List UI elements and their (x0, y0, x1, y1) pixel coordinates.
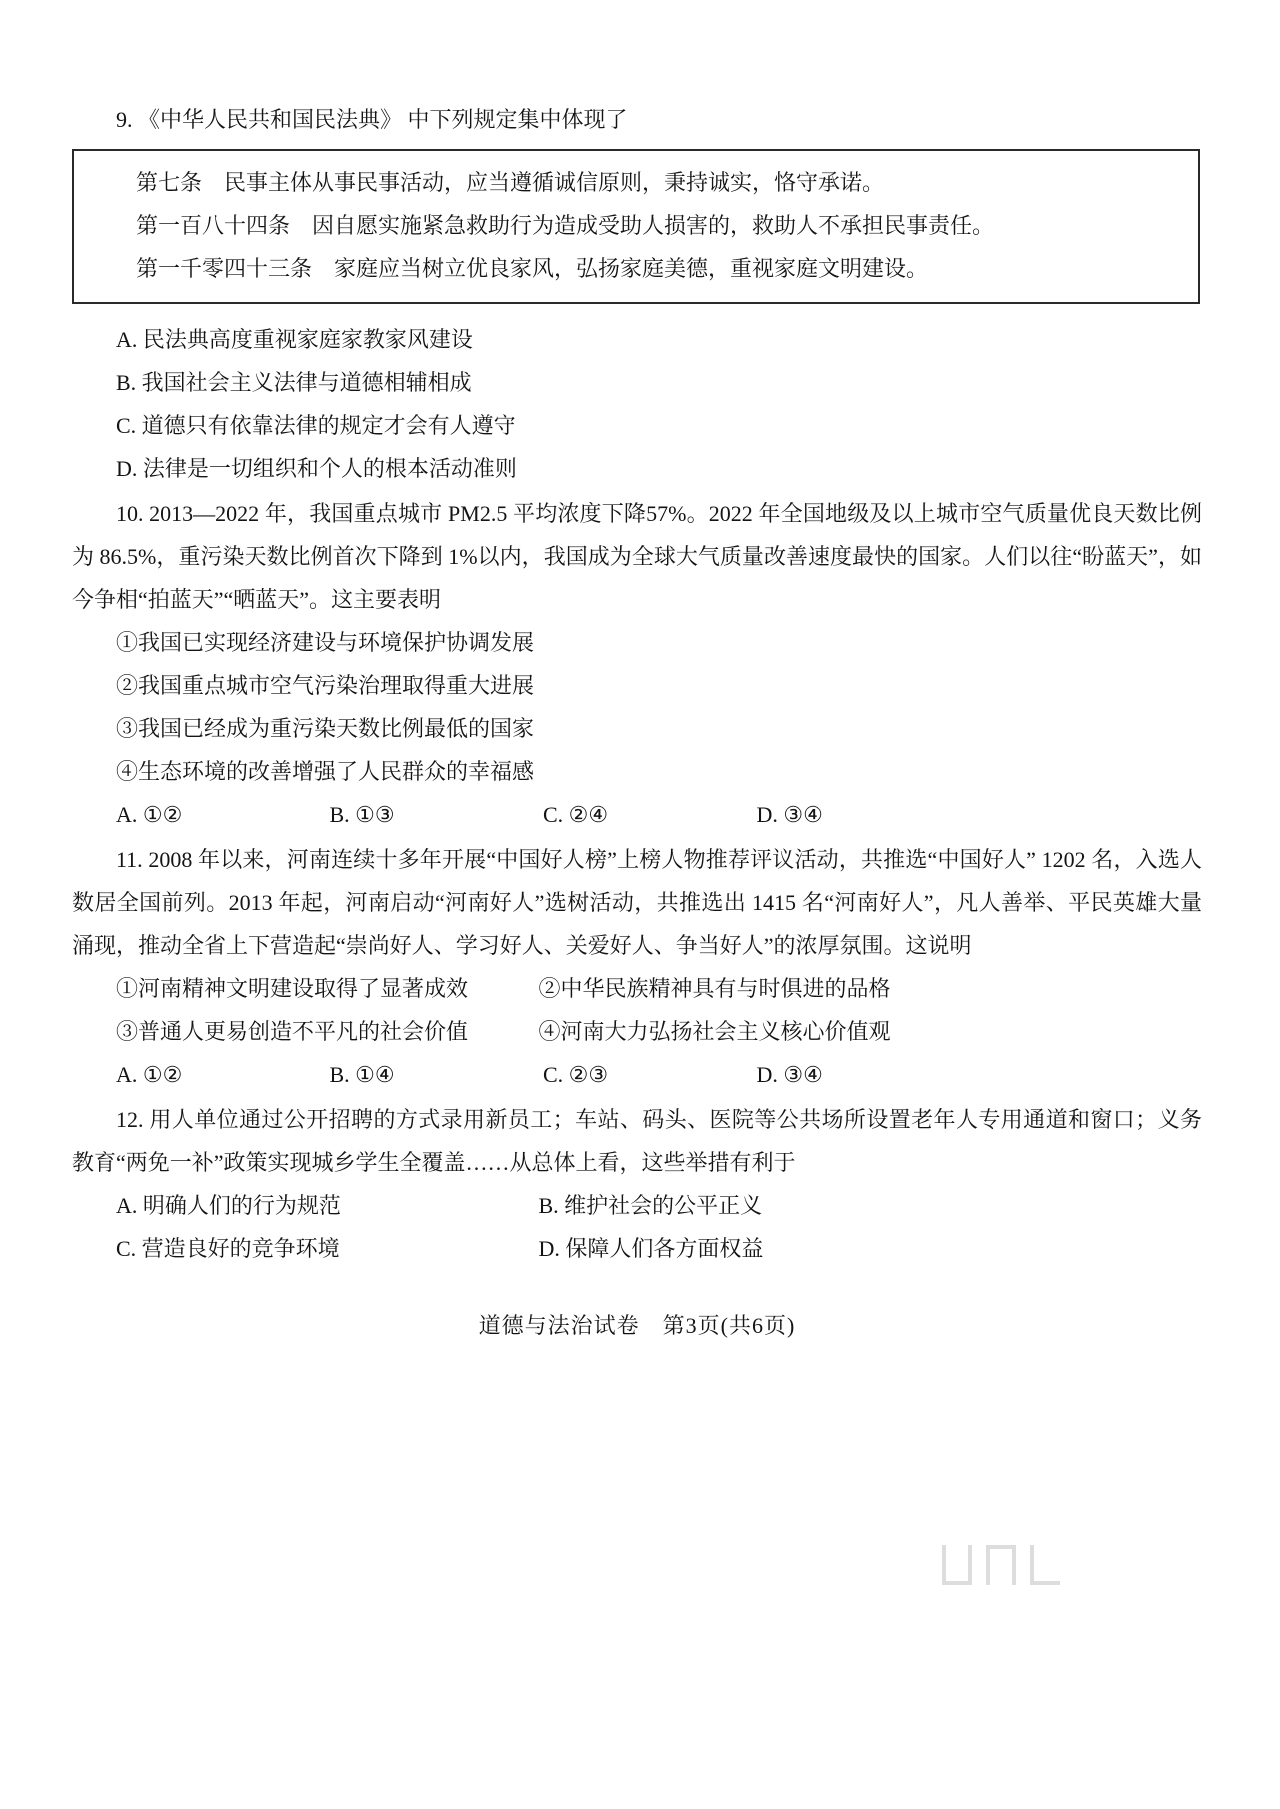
question-11-answers (72, 1053, 1202, 1096)
answer-option-b: B. ①③ (329, 802, 395, 827)
law-article-7: 第七条 民事主体从事民事活动，应当遵循诚信原则，秉持诚实，恪守承诺。 (136, 170, 885, 195)
question-10 (72, 492, 1202, 836)
answer-option-c: C. 营造良好的竞争环境 (116, 1236, 340, 1261)
question-12-options-row-1 (72, 1184, 1202, 1227)
answer-option-b: B. 我国社会主义法律与道德相辅相成 (116, 370, 472, 395)
question-10-statements (72, 621, 1202, 793)
answer-option-d: D. ③④ (756, 802, 823, 827)
question-12 (72, 1098, 1202, 1270)
question-11 (72, 838, 1202, 1096)
question-11-stem: 11. 2008 年以来，河南连续十多年开展“中国好人榜”上榜人物推荐评议活动，共推选“中国好人” 1202 名，入选人数居全国前列。2013 年起，河南启动“河南好人”选树活动，共推选出 1415 名“河南好人”，凡人善举、平民英雄大量涌现，推动全省上下营造起“崇尚好人、学习好人、关爱好人、争当好人”的浓厚氛围。这说明 (72, 847, 1202, 958)
law-excerpt-box (72, 149, 1200, 304)
answer-option-c: C. 道德只有依靠法律的规定才会有人遵守 (116, 413, 516, 438)
statement-4: ④河南大力弘扬社会主义核心价值观 (538, 1019, 891, 1044)
question-9 (72, 98, 1202, 490)
statement-3: ③我国已经成为重污染天数比例最低的国家 (116, 716, 535, 741)
question-11-statements-row-1 (72, 967, 1202, 1010)
statement-2: ②我国重点城市空气污染治理取得重大进展 (116, 673, 535, 698)
answer-option-d: D. 法律是一切组织和个人的根本活动准则 (116, 456, 517, 481)
answer-option-a: A. 明确人们的行为规范 (116, 1193, 341, 1218)
question-10-stem: 10. 2013—2022 年，我国重点城市 PM2.5 平均浓度下降57%。2022 年全国地级及以上城市空气质量优良天数比例为 86.5%，重污染天数比例首次下降到 1%以内，我国成为全球大气质量改善速度最快的国家。人们以往“盼蓝天”，如今争相“拍蓝天”“晒蓝天”。这主要表明 (72, 501, 1202, 612)
statement-3: ③普通人更易创造不平凡的社会价值 (116, 1019, 469, 1044)
watermark-shape-n (986, 1545, 1016, 1585)
statement-2: ②中华民族精神具有与时俱进的品格 (538, 976, 891, 1001)
answer-option-a: A. ①② (116, 1062, 183, 1087)
watermark-shape-l (1030, 1545, 1060, 1585)
answer-option-b: B. 维护社会的公平正义 (538, 1193, 763, 1218)
answer-option-d: D. ③④ (756, 1062, 823, 1087)
statement-1: ①河南精神文明建设取得了显著成效 (116, 976, 469, 1001)
question-11-statements-row-2 (72, 1010, 1202, 1053)
watermark-shape-u (942, 1545, 972, 1585)
statement-4: ④生态环境的改善增强了人民群众的幸福感 (116, 759, 535, 784)
answer-option-b: B. ①④ (329, 1062, 395, 1087)
watermark (942, 1545, 1060, 1585)
question-12-stem: 12. 用人单位通过公开招聘的方式录用新员工；车站、码头、医院等公共场所设置老年人专用通道和窗口；义务教育“两免一补”政策实现城乡学生全覆盖……从总体上看，这些举措有利于 (72, 1107, 1202, 1175)
question-9-stem: 9. 《中华人民共和国民法典》 中下列规定集中体现了 (116, 107, 628, 132)
page-footer: 道德与法治试卷 第3页(共6页) (478, 1313, 796, 1338)
answer-option-c: C. ②④ (543, 802, 609, 827)
statement-1: ①我国已实现经济建设与环境保护协调发展 (116, 630, 535, 655)
answer-option-c: C. ②③ (543, 1062, 609, 1087)
question-12-options-row-2 (72, 1227, 1202, 1270)
question-10-answers (72, 793, 1202, 836)
answer-option-a: A. ①② (116, 802, 183, 827)
answer-option-a: A. 民法典高度重视家庭家教家风建设 (116, 327, 473, 352)
question-9-options (72, 318, 1202, 490)
answer-option-d: D. 保障人们各方面权益 (538, 1236, 764, 1261)
law-article-184: 第一百八十四条 因自愿实施紧急救助行为造成受助人损害的，救助人不承担民事责任。 (136, 213, 995, 238)
law-article-1043: 第一千零四十三条 家庭应当树立优良家风，弘扬家庭美德，重视家庭文明建设。 (136, 256, 929, 281)
